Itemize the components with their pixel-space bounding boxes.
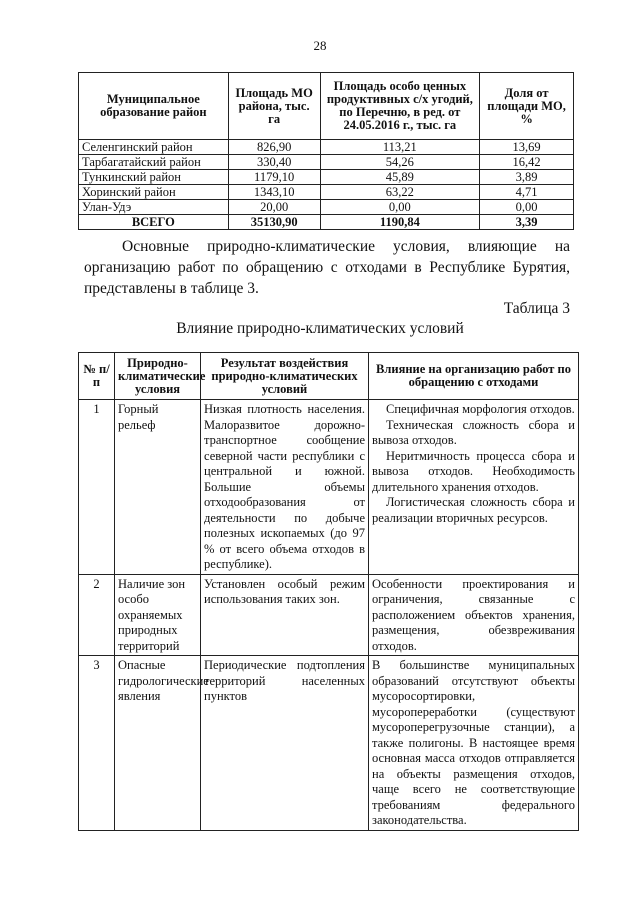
total-cell: 3,39 xyxy=(480,215,574,230)
table-cell: 1179,10 xyxy=(228,170,320,185)
table-cell: 4,71 xyxy=(480,185,574,200)
row-number: 1 xyxy=(79,400,115,575)
page-number: 28 xyxy=(313,38,327,53)
total-cell: 1190,84 xyxy=(320,215,480,230)
row-number: 3 xyxy=(79,656,115,831)
paragraph-text: Основные природно-климатические условия, влияющие на организацию работ по обращению с отходами в Республике Бурятия, представлены в таблице 3. xyxy=(84,238,570,297)
table-cell: 45,89 xyxy=(320,170,480,185)
header-cell: Результат воздействия природно-климатических условий xyxy=(201,353,369,400)
table-cell: 0,00 xyxy=(320,200,480,215)
header-cell: Площадь МО района, тыс. га xyxy=(228,73,320,140)
table-cell: 20,00 xyxy=(228,200,320,215)
table-row xyxy=(79,400,579,575)
table-row xyxy=(79,574,579,656)
header-cell: Площадь особо ценных продуктивных с/х угодий, по Перечню, в ред. от 24.05.2016 г., тыс. га xyxy=(320,73,480,140)
district-name: Хоринский район xyxy=(79,185,229,200)
row-number: 2 xyxy=(79,574,115,656)
table-caption: Таблица 3 xyxy=(503,300,570,317)
header-cell: Природно-климатические условия xyxy=(115,353,201,400)
district-name: Тарбагатайский район xyxy=(79,155,229,170)
table-row xyxy=(79,155,574,170)
table-cell: 1343,10 xyxy=(228,185,320,200)
result-text: Периодические подтопления территорий населенных пунктов xyxy=(204,658,365,703)
result-cell xyxy=(201,574,369,656)
impact-text: Специфичная морфология отходов. xyxy=(386,402,575,416)
result-cell xyxy=(201,656,369,831)
impact-cell xyxy=(369,400,579,575)
result-cell xyxy=(201,400,369,575)
district-name: Селенгинский район xyxy=(79,140,229,155)
result-text: Установлен особый режим использования таких зон. xyxy=(204,576,365,606)
table-row xyxy=(79,170,574,185)
impact-cell xyxy=(369,656,579,831)
table-header-row xyxy=(79,353,579,400)
header-cell: Доля от площади МО, % xyxy=(480,73,574,140)
land-area-table xyxy=(78,72,574,230)
impact-text: Неритмичность процесса сбора и вывоза отходов. Необходимость длительного хранения отходов. xyxy=(372,448,575,494)
table-row xyxy=(79,140,574,155)
table-row xyxy=(79,656,579,831)
table-cell: 54,26 xyxy=(320,155,480,170)
body-paragraph xyxy=(84,236,570,299)
table-cell: 826,90 xyxy=(228,140,320,155)
impact-text: В большинстве муниципальных образований отсутствуют объекты мусоросортировки, мусоропереработки (существуют мусороперегрузочные станции), а также полигоны. В настоящее время основная масса отходов отправляется на объекты размещения отходов, чаще всего не соответствующие требованиям федерального законодательства. xyxy=(372,658,575,827)
impact-text: Логистическая сложность сбора и реализации вторичных ресурсов. xyxy=(372,495,575,525)
climate-conditions-table xyxy=(78,352,579,831)
impact-text: Особенности проектирования и ограничения, связанные с расположением объектов хранения, размещения, обезвреживания отходов. xyxy=(372,576,575,653)
impact-cell xyxy=(369,574,579,656)
table-cell: 0,00 xyxy=(480,200,574,215)
condition-cell: Горный рельеф xyxy=(115,400,201,575)
table-cell: 16,42 xyxy=(480,155,574,170)
table-title: Влияние природно-климатических условий xyxy=(176,320,464,337)
table-cell: 13,69 xyxy=(480,140,574,155)
total-cell: 35130,90 xyxy=(228,215,320,230)
condition-cell: Наличие зон особо охраняемых природных территорий xyxy=(115,574,201,656)
total-label: ВСЕГО xyxy=(79,215,229,230)
header-cell: Муниципальное образование район xyxy=(79,73,229,140)
table-row xyxy=(79,185,574,200)
header-cell: Влияние на организацию работ по обращению с отходами xyxy=(369,353,579,400)
table-cell: 330,40 xyxy=(228,155,320,170)
impact-text: Техническая сложность сбора и вывоза отходов. xyxy=(372,417,575,447)
table-total-row xyxy=(79,215,574,230)
table-cell: 3,89 xyxy=(480,170,574,185)
result-text: Низкая плотность населения. Малоразвитое дорожно-транспортное сообщение северной части республики с центральной и южной. Большие объемы отходообразования от деятельности по добыче полезных ископаемых (до 97 % от всего объема отходов в республике). xyxy=(204,402,365,571)
condition-cell: Опасные гидрологические явления xyxy=(115,656,201,831)
table-cell: 63,22 xyxy=(320,185,480,200)
header-cell: № п/п xyxy=(79,353,115,400)
table-header-row xyxy=(79,73,574,140)
table-cell: 113,21 xyxy=(320,140,480,155)
district-name: Тункинский район xyxy=(79,170,229,185)
district-name: Улан-Удэ xyxy=(79,200,229,215)
table-row xyxy=(79,200,574,215)
